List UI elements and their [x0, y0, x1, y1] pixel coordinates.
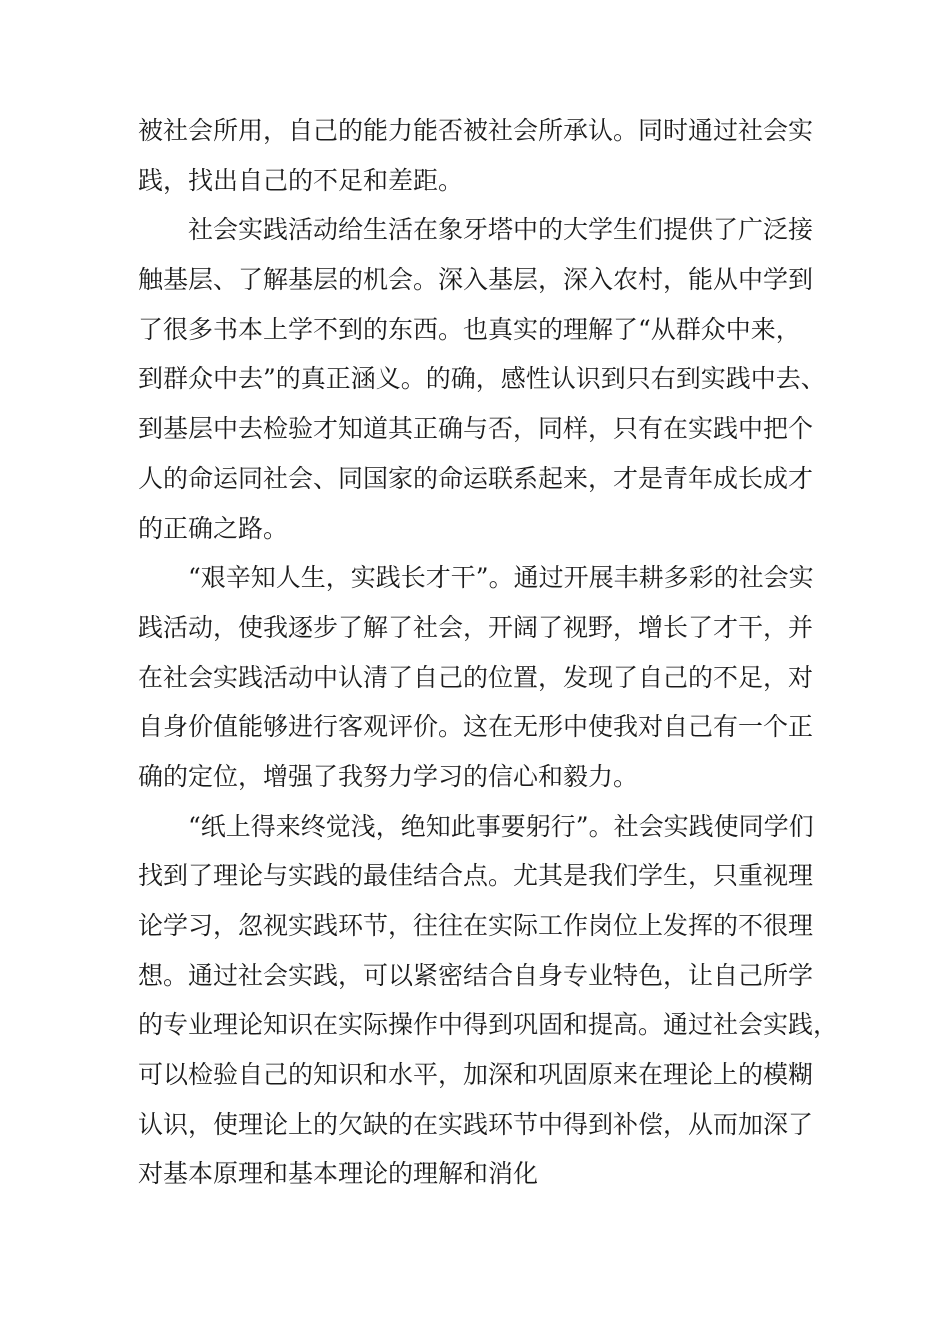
text-line: 找到了理论与实践的最佳结合点。尤其是我们学生，只重视理 [138, 861, 814, 891]
text-line: 认识，使理论上的欠缺的在实践环节中得到补偿，从而加深了 [138, 1109, 814, 1139]
body-text [138, 106, 858, 1199]
text-line: 在社会实践活动中认清了自己的位置，发现了自己的不足，对 [138, 662, 814, 692]
text-line: 践，找出自己的不足和差距。 [138, 165, 464, 195]
text-line: 的正确之路。 [138, 513, 289, 543]
text-line: 自身价值能够进行客观评价。这在无形中使我对自己有一个正 [138, 712, 814, 742]
text-line: 社会实践活动给生活在象牙塔中的大学生们提供了广泛接 [188, 215, 814, 245]
text-line: “纸上得来终觉浅，绝知此事要躬行”。社会实践使同学们 [188, 811, 814, 841]
text-line: 到群众中去”的真正涵义。的确，感性认识到只右到实践中去、 [138, 364, 826, 394]
text-line: 论学习，忽视实践环节，往往在实际工作岗位上发挥的不很理 [138, 911, 814, 940]
text-line: 被社会所用，自己的能力能否被社会所承认。同时通过社会实 [138, 116, 814, 145]
text-line: 确的定位，增强了我努力学习的信心和毅力。 [138, 761, 639, 791]
text-line: 践活动，使我逐步了解了社会，开阔了视野，增长了才干，并 [138, 612, 814, 642]
text-line: 可以检验自己的知识和水平，加深和巩固原来在理论上的模糊 [138, 1060, 814, 1090]
text-line: 对基本原理和基本理论的理解和消化 [138, 1159, 539, 1189]
text-line: 想。通过社会实践，可以紧密结合自身专业特色，让自己所学 [138, 960, 814, 990]
text-line: 了很多书本上学不到的东西。也真实的理解了“从群众中来， [138, 314, 801, 344]
text-line: 触基层、了解基层的机会。深入基层，深入农村，能从中学到 [138, 265, 814, 295]
text-line: 的专业理论知识在实际操作中得到巩固和提高。通过社会实践， [138, 1010, 839, 1040]
text-line: 到基层中去检验才知道其正确与否，同样，只有在实践中把个 [138, 414, 814, 444]
text-line: “艰辛知人生，实践长才干”。通过开展丰耕多彩的社会实 [188, 563, 814, 593]
text-line: 人的命运同社会、同国家的命运联系起来，才是青年成长成才 [138, 463, 814, 493]
